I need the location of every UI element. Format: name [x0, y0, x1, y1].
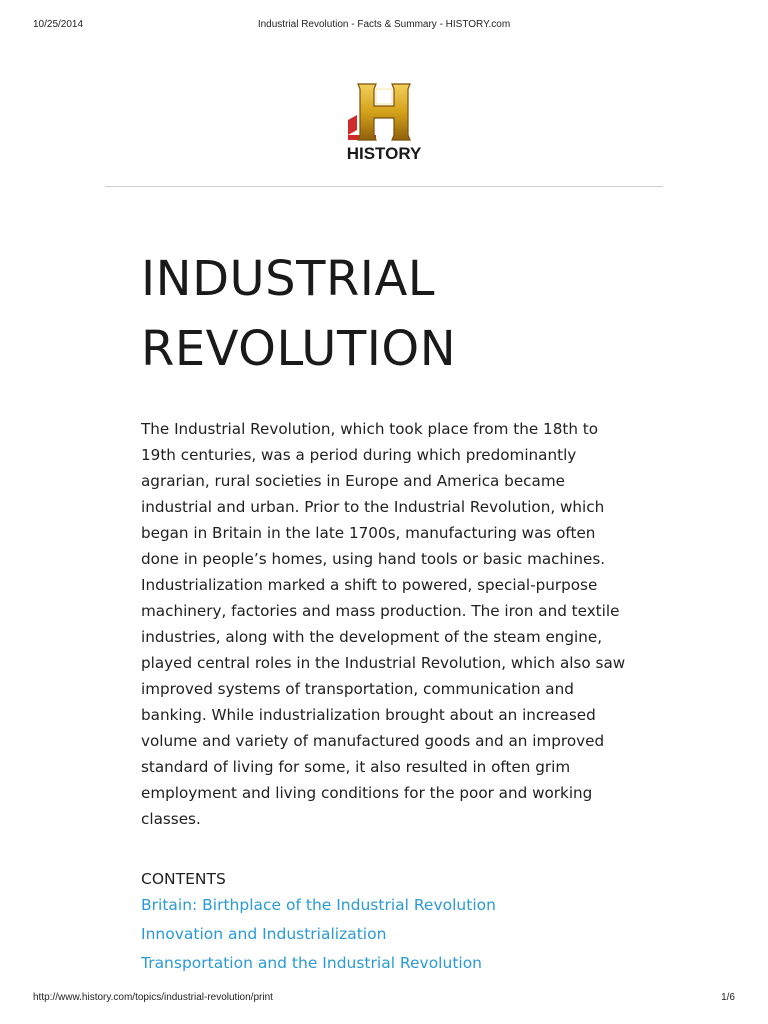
contents-link-britain[interactable]: Britain: Birthplace of the Industrial Revolution: [141, 896, 496, 914]
history-h-logo-icon: [340, 80, 428, 146]
history-logo[interactable]: [340, 80, 428, 164]
print-page-number: 1/6: [721, 992, 735, 1003]
print-date: 10/25/2014: [33, 19, 84, 30]
contents-link-innovation[interactable]: Innovation and Industrialization: [141, 925, 387, 943]
page-title: INDUSTRIAL REVOLUTION: [141, 251, 457, 377]
list-item: [141, 892, 496, 921]
header-divider: [105, 186, 663, 187]
history-wordmark: HISTORY: [346, 144, 422, 163]
contents-link-transportation[interactable]: Transportation and the Industrial Revolution: [141, 954, 483, 972]
list-item: [141, 921, 496, 950]
contents-heading: CONTENTS: [141, 870, 226, 888]
intro-paragraph: The Industrial Revolution, which took place from the 18th to 19th centuries, was a period during which predominantly agrarian, rural societies in Europe and America became industrial and urban. Prior to the Industrial Revolution, which began in Britain in the late 1700s, manufacturing was often done in people’s homes, using hand tools or basic machines. Industrialization marked a shift to powered, special-purpose machinery, factories and mass production. The iron and textile industries, along with the development of the steam engine, played central roles in the Industrial Revolution, which also saw improved systems of transportation, communication and banking. While industrialization brought about an increased volume and variety of manufactured goods and an improved standard of living for some, it also resulted in often grim employment and living conditions for the poor and working classes.: [141, 420, 626, 828]
contents-list: [141, 892, 496, 979]
print-header: [0, 19, 768, 33]
list-item: [141, 950, 496, 979]
print-page-title: Industrial Revolution - Facts & Summary - HISTORY.com: [257, 19, 511, 30]
print-footer: [0, 992, 768, 1006]
print-url: http://www.history.com/topics/industrial-revolution/print: [33, 992, 273, 1003]
